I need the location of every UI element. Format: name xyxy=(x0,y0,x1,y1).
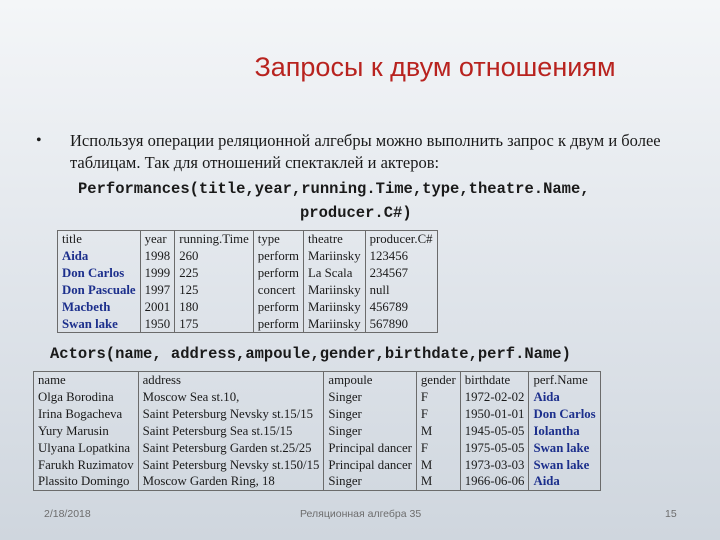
cell: perform xyxy=(257,299,299,314)
cell: M xyxy=(420,457,433,472)
cell: 1950 xyxy=(144,316,171,331)
cell: 1975-05-05 xyxy=(464,440,525,455)
cell: Don Carlos xyxy=(62,265,125,280)
performances-schema-line1: Performances(title,year,running.Time,type,theatre.Name, xyxy=(78,180,590,198)
cell: perform xyxy=(257,265,299,280)
cell: 225 xyxy=(179,265,199,280)
footer-date: 2/18/2018 xyxy=(44,508,91,520)
cell: 1972-02-02 xyxy=(464,389,525,404)
cell: Mariinsky xyxy=(307,299,361,314)
column-header: producer.C# xyxy=(369,232,433,246)
actors-col-perf-name xyxy=(529,372,600,491)
cell: 1997 xyxy=(144,282,171,297)
cell: La Scala xyxy=(307,265,353,280)
cell: Singer xyxy=(328,406,362,421)
cell: Aida xyxy=(62,248,89,263)
cell: 1999 xyxy=(144,265,171,280)
perf-col-theatre xyxy=(303,231,365,333)
cell: Swan lake xyxy=(533,457,590,472)
actors-col-gender xyxy=(416,372,460,491)
cell: Principal dancer xyxy=(328,457,412,472)
perf-col-producer xyxy=(365,231,437,333)
cell: 260 xyxy=(179,248,199,263)
cell: Principal dancer xyxy=(328,440,412,455)
column-header: birthdate xyxy=(464,373,511,387)
cell: Macbeth xyxy=(62,299,111,314)
cell: 1998 xyxy=(144,248,171,263)
actors-col-address xyxy=(138,372,324,491)
cell: Moscow Garden Ring, 18 xyxy=(142,474,275,489)
cell: 1950-01-01 xyxy=(464,406,525,421)
cell: 2001 xyxy=(144,299,171,314)
cell: Saint Petersburg Sea st.15/15 xyxy=(142,423,293,438)
column-header: gender xyxy=(420,373,456,387)
perf-col-title xyxy=(58,231,141,333)
cell: 180 xyxy=(179,299,199,314)
cell: Irina Bogacheva xyxy=(38,406,123,421)
cell: perform xyxy=(257,248,299,263)
column-header: theatre xyxy=(307,232,343,246)
bullet-marker: • xyxy=(36,132,42,149)
cell: F xyxy=(420,406,429,421)
cell: Saint Petersburg Garden st.25/25 xyxy=(142,440,312,455)
cell: Singer xyxy=(328,474,362,489)
cell: 1973-03-03 xyxy=(464,457,525,472)
column-header: type xyxy=(257,232,280,246)
actors-col-birthdate xyxy=(460,372,529,491)
perf-col-running-time xyxy=(175,231,254,333)
cell: 1966-06-06 xyxy=(464,474,525,489)
cell: Farukh Ruzimatov xyxy=(38,457,134,472)
performances-schema-line2: producer.C#) xyxy=(300,204,412,222)
actors-table xyxy=(33,371,601,491)
column-header: address xyxy=(142,373,181,387)
actors-col-name xyxy=(34,372,139,491)
cell: 123456 xyxy=(369,248,408,263)
perf-col-type xyxy=(253,231,303,333)
cell: Iolantha xyxy=(533,423,580,438)
cell: concert xyxy=(257,282,296,297)
cell: Saint Petersburg Nevsky st.15/15 xyxy=(142,406,313,421)
cell: Mariinsky xyxy=(307,282,361,297)
cell: Don Carlos xyxy=(533,406,596,421)
cell: Swan lake xyxy=(62,316,118,331)
column-header: ampoule xyxy=(328,373,373,387)
cell: 234567 xyxy=(369,265,408,280)
column-header: perf.Name xyxy=(533,373,588,387)
cell: Singer xyxy=(328,389,362,404)
column-header: year xyxy=(144,232,167,246)
cell: 175 xyxy=(179,316,199,331)
cell: Aida xyxy=(533,474,560,489)
actors-col-ampoule xyxy=(324,372,417,491)
footer-center-text: Реляционная алгебра 35 xyxy=(300,508,422,520)
cell: F xyxy=(420,440,429,455)
column-header: name xyxy=(38,373,66,387)
cell: M xyxy=(420,423,433,438)
cell: F xyxy=(420,389,429,404)
cell: Moscow Sea st.10, xyxy=(142,389,240,404)
cell: Saint Petersburg Nevsky st.150/15 xyxy=(142,457,320,472)
cell: 456789 xyxy=(369,299,408,314)
cell: 125 xyxy=(179,282,199,297)
cell: 1945-05-05 xyxy=(464,423,525,438)
perf-col-year xyxy=(140,231,175,333)
cell: M xyxy=(420,474,433,489)
cell: Don Pascuale xyxy=(62,282,136,297)
cell: Mariinsky xyxy=(307,316,361,331)
cell: Plassito Domingo xyxy=(38,474,130,489)
cell: Aida xyxy=(533,389,560,404)
cell: Singer xyxy=(328,423,362,438)
performances-schema xyxy=(78,177,678,225)
cell: Swan lake xyxy=(533,440,590,455)
column-header: title xyxy=(62,232,82,246)
footer-page-number: 15 xyxy=(665,508,677,520)
actors-schema: Actors(name, address,ampoule,gender,birthdate,perf.Name) xyxy=(50,345,571,363)
cell: Ulyana Lopatkina xyxy=(38,440,131,455)
cell: perform xyxy=(257,316,299,331)
cell: 567890 xyxy=(369,316,408,331)
slide-title: Запросы к двум отношениям xyxy=(254,52,616,82)
cell: Olga Borodina xyxy=(38,389,114,404)
cell: Yury Marusin xyxy=(38,423,109,438)
column-header: running.Time xyxy=(179,232,249,246)
performances-table xyxy=(57,230,438,333)
bullet-text: Используя операции реляционной алгебры можно выполнить запрос к двум и более таблицам. Так для отношений спектаклей и актеров: xyxy=(70,131,661,172)
cell: null xyxy=(369,282,390,297)
cell: Mariinsky xyxy=(307,248,361,263)
